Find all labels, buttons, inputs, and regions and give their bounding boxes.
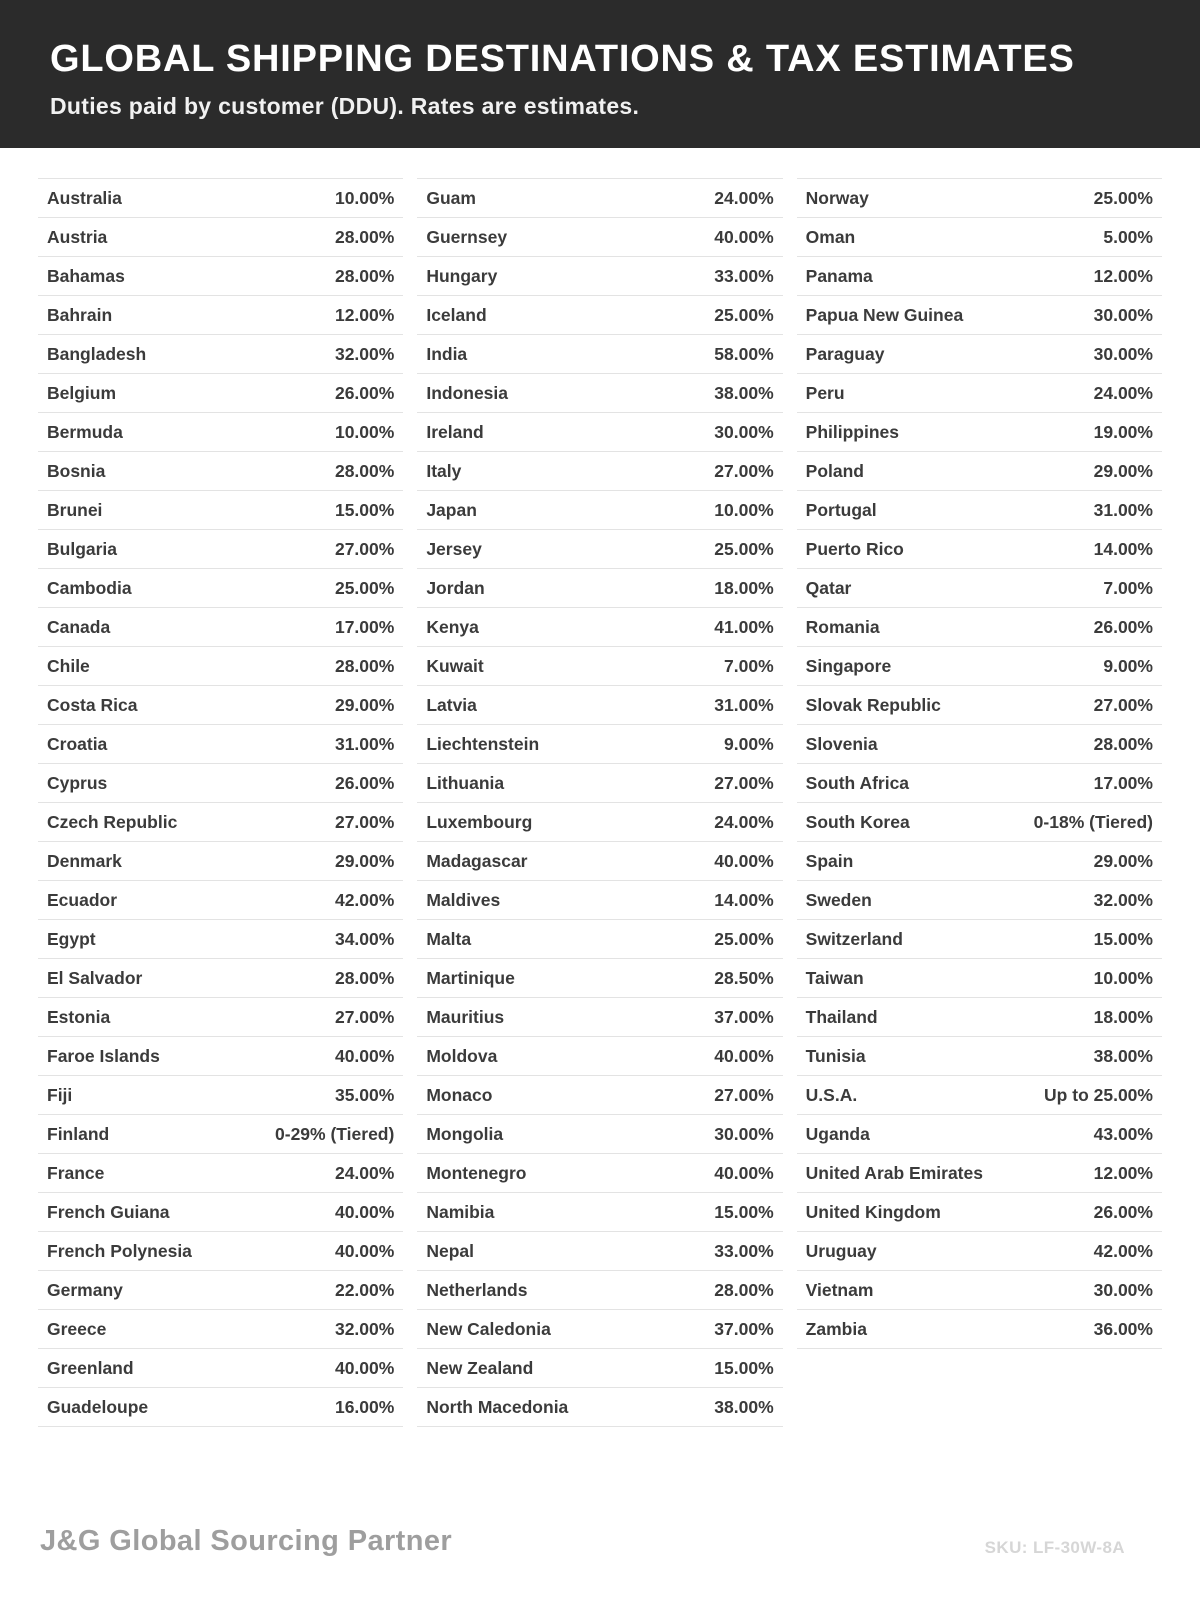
country-label: Qatar [805,577,852,598]
country-label: Guam [426,187,476,208]
rate-value: 33.00% [714,265,774,286]
country-label: Mauritius [426,1006,505,1027]
country-label: Mongolia [426,1123,504,1144]
table-row [38,1388,403,1427]
rate-value: 27.00% [714,1084,774,1105]
country-label: Slovenia [805,733,878,754]
table-row [38,881,403,920]
table-row [797,881,1162,920]
sku-label: SKU: LF-30W-8A [984,1538,1125,1557]
rate-value: 14.00% [714,889,774,910]
country-label: Guadeloupe [47,1396,149,1417]
table-row [38,569,403,608]
table-row [417,1115,782,1154]
country-label: Italy [426,460,462,481]
table-row [417,179,782,218]
table-row [38,959,403,998]
country-label: Germany [47,1279,123,1300]
country-label: Kenya [426,616,479,637]
rate-value: 38.00% [714,1396,774,1417]
country-label: North Macedonia [426,1396,569,1417]
table-row [417,959,782,998]
rate-value: 30.00% [1093,343,1153,364]
country-label: Switzerland [805,928,903,949]
rate-value: 10.00% [714,499,774,520]
rate-value: 27.00% [334,538,395,559]
country-label: French Guiana [47,1201,170,1222]
table-row [38,1349,403,1388]
rate-value: 31.00% [1093,499,1153,520]
table-row [38,647,403,686]
country-label: South Korea [805,811,910,832]
rate-value: 33.00% [714,1240,774,1261]
rate-value: 10.00% [334,421,395,442]
rate-value: 18.00% [714,577,774,598]
rate-value: 27.00% [334,811,395,832]
rate-value: 25.00% [714,304,774,325]
rates-column-1 [38,178,403,1427]
country-label: Romania [805,616,880,637]
table-row [797,452,1162,491]
country-label: Faroe Islands [47,1045,160,1066]
table-row [797,686,1162,725]
country-label: Croatia [47,733,108,754]
country-label: Portugal [805,499,877,520]
country-label: Uruguay [805,1240,877,1261]
rate-value: 58.00% [714,343,774,364]
table-row [797,179,1162,218]
table-row [797,1115,1162,1154]
rate-value: 18.00% [1093,1006,1153,1027]
rate-value: 5.00% [1103,226,1153,247]
rate-value: 26.00% [1093,616,1153,637]
table-row [417,608,782,647]
country-label: Slovak Republic [805,694,941,715]
table-row [38,1232,403,1271]
rate-value: 34.00% [334,928,395,949]
rate-value: 32.00% [334,1318,395,1339]
country-label: Poland [805,460,864,481]
table-row [38,842,403,881]
rates-table [38,178,1162,1427]
table-row [417,1154,782,1193]
table-row [417,257,782,296]
table-row [38,1193,403,1232]
page-title: GLOBAL SHIPPING DESTINATIONS & TAX ESTIMATES [50,38,1075,80]
country-label: France [47,1162,105,1183]
table-row [38,257,403,296]
country-label: Kuwait [426,655,484,676]
country-label: New Caledonia [426,1318,551,1339]
rates-column-3 [797,178,1162,1427]
table-row [38,218,403,257]
rate-value: 28.00% [1093,733,1153,754]
rate-value: 12.00% [1093,1162,1153,1183]
rate-value: 40.00% [334,1201,395,1222]
table-row [797,920,1162,959]
country-label: Estonia [47,1006,111,1027]
table-row [38,452,403,491]
country-label: Taiwan [805,967,864,988]
table-row [38,374,403,413]
rate-value: 40.00% [714,850,774,871]
table-row [38,803,403,842]
country-label: Bangladesh [47,343,147,364]
country-label: Ecuador [47,889,118,910]
table-row [797,335,1162,374]
country-label: Lithuania [426,772,505,793]
table-row [417,1076,782,1115]
country-label: Puerto Rico [805,538,904,559]
rate-value: 26.00% [1093,1201,1153,1222]
rate-value: 38.00% [1093,1045,1153,1066]
rate-value: 7.00% [1103,577,1153,598]
table-row [417,1310,782,1349]
table-row [417,1232,782,1271]
table-row [38,1271,403,1310]
rate-value: 10.00% [1093,967,1153,988]
rate-value: 14.00% [1093,538,1153,559]
table-row [417,842,782,881]
table-row [38,1076,403,1115]
country-label: Luxembourg [426,811,533,832]
rate-value: 27.00% [714,460,774,481]
rate-value: 16.00% [334,1396,395,1417]
table-row [417,647,782,686]
table-row [417,569,782,608]
rate-value: 38.00% [714,382,774,403]
table-row [417,686,782,725]
rate-value: 28.00% [334,967,395,988]
header-banner [0,0,1200,148]
rate-value: 17.00% [334,616,395,637]
country-label: Denmark [47,850,122,871]
footer [40,1525,1125,1558]
table-row [417,998,782,1037]
country-label: Monaco [426,1084,493,1105]
rate-value: 31.00% [334,733,395,754]
country-label: Bermuda [47,421,123,442]
rate-value: 17.00% [1093,772,1153,793]
table-row [38,998,403,1037]
rate-value: 29.00% [1093,850,1153,871]
table-row [417,530,782,569]
table-row [417,881,782,920]
table-row [417,1193,782,1232]
country-label: Fiji [47,1084,73,1105]
country-label: Malta [426,928,472,949]
rate-value: 40.00% [714,226,774,247]
table-row [417,1349,782,1388]
table-row [797,491,1162,530]
table-row [417,374,782,413]
rate-value: 43.00% [1093,1123,1153,1144]
country-label: Montenegro [426,1162,527,1183]
country-label: El Salvador [47,967,143,988]
table-row [38,413,403,452]
country-label: United Kingdom [805,1201,941,1222]
page-subtitle: Duties paid by customer (DDU). Rates are estimates. [50,93,640,119]
country-label: Uganda [805,1123,870,1144]
table-row [797,569,1162,608]
table-row [797,296,1162,335]
country-label: Hungary [426,265,498,286]
country-label: Finland [47,1123,110,1144]
rate-value: 7.00% [724,655,774,676]
country-label: United Arab Emirates [805,1162,983,1183]
table-row [417,764,782,803]
rate-value: 42.00% [334,889,395,910]
country-label: Panama [805,265,873,286]
rate-value: 40.00% [334,1357,395,1378]
rate-value: 27.00% [1093,694,1153,715]
country-label: Chile [47,655,90,676]
country-label: Jersey [426,538,482,559]
rate-value: 27.00% [714,772,774,793]
rate-value: 31.00% [714,694,774,715]
country-label: Paraguay [805,343,885,364]
rate-value: 37.00% [714,1318,774,1339]
table-row [417,1037,782,1076]
table-row [797,1037,1162,1076]
country-label: Greece [47,1318,107,1339]
table-row [797,1154,1162,1193]
rate-value: 30.00% [1093,1279,1153,1300]
country-label: Singapore [805,655,892,676]
country-label: Czech Republic [47,811,178,832]
rate-value: 24.00% [714,187,774,208]
rate-value: 28.50% [714,967,774,988]
country-label: Indonesia [426,382,509,403]
rate-value: 40.00% [714,1162,774,1183]
country-label: Philippines [805,421,900,442]
rate-value: 25.00% [714,538,774,559]
table-row [417,413,782,452]
table-row [417,335,782,374]
rate-value: Up to 25.00% [1044,1084,1153,1105]
country-label: Liechtenstein [426,733,540,754]
country-label: Oman [805,226,856,247]
table-row [38,1037,403,1076]
rate-value: 27.00% [334,1006,395,1027]
rate-value: 36.00% [1093,1318,1153,1339]
rate-value: 35.00% [334,1084,395,1105]
rate-value: 40.00% [714,1045,774,1066]
country-label: Jordan [426,577,485,598]
table-row [797,1310,1162,1349]
rate-value: 0-18% (Tiered) [1033,811,1153,832]
country-label: Bosnia [47,460,106,481]
country-label: Norway [805,187,869,208]
country-label: Tunisia [805,1045,866,1066]
table-row [38,920,403,959]
rate-value: 24.00% [334,1162,395,1183]
country-label: Moldova [426,1045,498,1066]
rate-value: 32.00% [334,343,395,364]
table-row [797,530,1162,569]
country-label: Brunei [47,499,103,520]
table-row [38,1154,403,1193]
rate-value: 30.00% [714,1123,774,1144]
country-label: Ireland [426,421,484,442]
rate-value: 24.00% [714,811,774,832]
table-row [417,296,782,335]
country-label: Greenland [47,1357,134,1378]
table-row [797,218,1162,257]
table-row [38,335,403,374]
rate-value: 25.00% [334,577,395,598]
country-label: Belgium [47,382,117,403]
rate-value: 26.00% [334,382,395,403]
country-label: Nepal [426,1240,474,1261]
table-row [797,1076,1162,1115]
rate-value: 19.00% [1093,421,1153,442]
table-row [797,374,1162,413]
country-label: Netherlands [426,1279,528,1300]
country-label: Zambia [805,1318,867,1339]
table-row [797,959,1162,998]
rates-column-2 [417,178,782,1427]
country-label: India [426,343,468,364]
table-row [797,1271,1162,1310]
table-row [797,647,1162,686]
rate-value: 25.00% [1093,187,1153,208]
rate-value: 29.00% [334,850,395,871]
table-row [417,1388,782,1427]
table-row [38,296,403,335]
rate-value: 28.00% [714,1279,774,1300]
table-row [417,218,782,257]
rate-value: 37.00% [714,1006,774,1027]
rate-value: 29.00% [334,694,395,715]
rate-value: 15.00% [714,1201,774,1222]
table-row [38,686,403,725]
rate-value: 25.00% [714,928,774,949]
country-label: Vietnam [805,1279,874,1300]
rate-value: 22.00% [334,1279,395,1300]
country-label: Cambodia [47,577,132,598]
country-label: Iceland [426,304,487,325]
rate-value: 15.00% [1093,928,1153,949]
rate-value: 28.00% [334,226,395,247]
country-label: Spain [805,850,854,871]
table-row [797,764,1162,803]
rate-value: 29.00% [1093,460,1153,481]
rate-value: 41.00% [714,616,774,637]
country-label: Bahamas [47,265,125,286]
table-row [417,452,782,491]
rate-value: 28.00% [334,265,395,286]
rate-value: 10.00% [334,187,395,208]
rate-value: 9.00% [1103,655,1153,676]
country-label: Japan [426,499,477,520]
table-row [797,257,1162,296]
rate-value: 32.00% [1093,889,1153,910]
country-label: New Zealand [426,1357,534,1378]
country-label: Cyprus [47,772,108,793]
brand-name: J&G Global Sourcing Partner [40,1525,453,1557]
table-row [797,1232,1162,1271]
rate-value: 15.00% [714,1357,774,1378]
country-label: Guernsey [426,226,508,247]
country-label: Bulgaria [47,538,118,559]
table-row [38,530,403,569]
country-label: Sweden [805,889,872,910]
rate-value: 40.00% [334,1240,395,1261]
rate-value: 42.00% [1093,1240,1153,1261]
table-row [417,1271,782,1310]
rate-value: 24.00% [1093,382,1153,403]
rate-value: 12.00% [334,304,395,325]
rate-value: 12.00% [1093,265,1153,286]
rate-value: 0-29% (Tiered) [275,1123,395,1144]
table-row [38,725,403,764]
country-label: Australia [47,187,122,208]
table-row [38,179,403,218]
table-row [38,608,403,647]
table-row [797,998,1162,1037]
table-row [797,725,1162,764]
country-label: Madagascar [426,850,528,871]
country-label: Austria [47,226,108,247]
country-label: Latvia [426,694,477,715]
table-row [38,1115,403,1154]
table-row [797,1193,1162,1232]
rate-value: 9.00% [724,733,774,754]
table-row [417,725,782,764]
table-row [797,413,1162,452]
table-row [417,920,782,959]
country-label: Martinique [426,967,515,988]
rate-value: 30.00% [714,421,774,442]
rate-value: 30.00% [1093,304,1153,325]
rate-value: 26.00% [334,772,395,793]
table-row [797,842,1162,881]
table-row [797,803,1162,842]
table-row [797,608,1162,647]
table-row [38,1310,403,1349]
country-label: South Africa [805,772,910,793]
table-row [38,491,403,530]
country-label: Canada [47,616,111,637]
country-label: Peru [805,382,845,403]
country-label: Bahrain [47,304,113,325]
country-label: Thailand [805,1006,878,1027]
country-label: Maldives [426,889,501,910]
country-label: U.S.A. [805,1084,858,1105]
rate-value: 15.00% [334,499,395,520]
country-label: Papua New Guinea [805,304,964,325]
country-label: Costa Rica [47,694,138,715]
table-row [417,803,782,842]
table-row [417,491,782,530]
rate-value: 28.00% [334,655,395,676]
rate-value: 28.00% [334,460,395,481]
rate-value: 40.00% [334,1045,395,1066]
country-label: Egypt [47,928,96,949]
country-label: French Polynesia [47,1240,192,1261]
country-label: Namibia [426,1201,495,1222]
table-row [38,764,403,803]
